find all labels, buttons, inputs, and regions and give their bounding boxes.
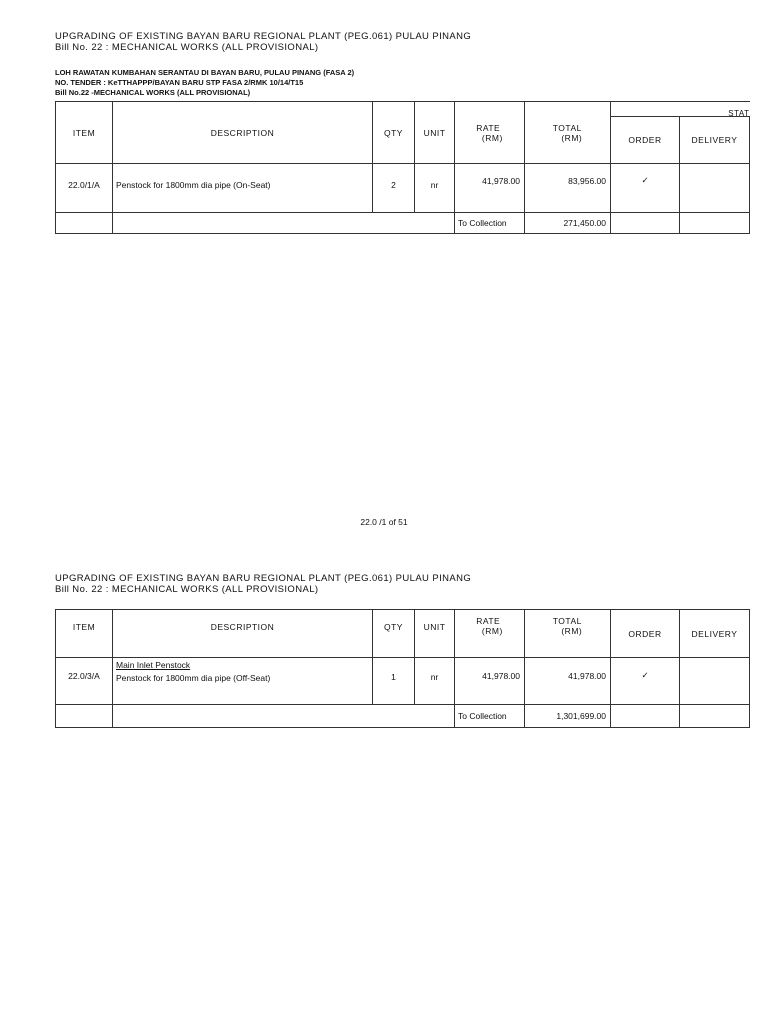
bill-table-2 xyxy=(55,609,750,728)
collection-blank xyxy=(56,213,113,234)
bill-title-2: Bill No. 22 : MECHANICAL WORKS (ALL PROVISIONAL) xyxy=(55,584,319,595)
row-item: 22.0/1/A xyxy=(56,164,113,213)
collection-total: 271,450.00 xyxy=(525,213,611,234)
header-total: TOTAL (RM) xyxy=(525,610,611,658)
order-check-icon: ✓ xyxy=(611,164,680,213)
header-rate: RATE (RM) xyxy=(455,610,525,658)
row-unit: nr xyxy=(415,164,455,213)
row-total: 41,978.00 xyxy=(525,658,611,705)
row-unit: nr xyxy=(415,658,455,705)
row-qty: 2 xyxy=(373,164,415,213)
collection-blank-desc xyxy=(113,705,455,728)
row-total: 83,956.00 xyxy=(525,164,611,213)
row-qty: 1 xyxy=(373,658,415,705)
header-item: ITEM xyxy=(56,610,113,658)
collection-row xyxy=(56,213,750,234)
collection-blank xyxy=(56,705,113,728)
header-order: ORDER xyxy=(611,610,680,658)
bill-table-1 xyxy=(55,101,750,234)
header-rate: RATE (RM) xyxy=(455,102,525,164)
document-title: UPGRADING OF EXISTING BAYAN BARU REGIONAL PLANT (PEG.061) PULAU PINANG xyxy=(55,31,472,42)
row-description: Penstock for 1800mm dia pipe (On-Seat) xyxy=(113,164,373,213)
row-item: 22.0/3/A xyxy=(56,658,113,705)
header-total: TOTAL (RM) xyxy=(525,102,611,164)
bill-title: Bill No. 22 : MECHANICAL WORKS (ALL PROVISIONAL) xyxy=(55,42,319,53)
header-order: ORDER xyxy=(611,117,680,164)
order-check-icon: ✓ xyxy=(611,658,680,705)
row-heading: Main Inlet Penstock xyxy=(116,660,191,670)
header-status: STAT xyxy=(611,102,750,117)
row-rate: 41,978.00 xyxy=(455,658,525,705)
collection-blank-desc xyxy=(113,213,455,234)
collection-total: 1,301,699.00 xyxy=(525,705,611,728)
page-number: 22.0 /1 of 51 xyxy=(360,517,408,527)
header-unit: UNIT xyxy=(415,102,455,164)
collection-order xyxy=(611,705,680,728)
table-row xyxy=(56,658,750,705)
tender-number: NO. TENDER : KeTTHAPPP/BAYAN BARU STP FASA 2/RMK 10/14/T15 xyxy=(55,78,304,87)
document-title-2: UPGRADING OF EXISTING BAYAN BARU REGIONAL PLANT (PEG.061) PULAU PINANG xyxy=(55,573,472,584)
collection-label: To Collection xyxy=(455,213,525,234)
collection-order xyxy=(611,213,680,234)
header-description: DESCRIPTION xyxy=(113,610,373,658)
collection-delivery xyxy=(680,213,750,234)
header-delivery: DELIVERY xyxy=(680,610,750,658)
header-item: ITEM xyxy=(56,102,113,164)
collection-label: To Collection xyxy=(455,705,525,728)
collection-delivery xyxy=(680,705,750,728)
header-unit: UNIT xyxy=(415,610,455,658)
collection-row xyxy=(56,705,750,728)
bill-subtitle: Bill No.22 -MECHANICAL WORKS (ALL PROVISIONAL) xyxy=(55,88,251,97)
row-rate: 41,978.00 xyxy=(455,164,525,213)
header-description: DESCRIPTION xyxy=(113,102,373,164)
row-delivery xyxy=(680,658,750,705)
project-subtitle: LOH RAWATAN KUMBAHAN SERANTAU DI BAYAN BARU, PULAU PINANG (FASA 2) xyxy=(55,68,355,77)
row-description: Penstock for 1800mm dia pipe (Off-Seat) xyxy=(116,673,271,683)
table-row xyxy=(56,164,750,213)
row-delivery xyxy=(680,164,750,213)
header-qty: QTY xyxy=(373,610,415,658)
header-qty: QTY xyxy=(373,102,415,164)
row-description-cell xyxy=(113,658,373,705)
header-delivery: DELIVERY xyxy=(680,117,750,164)
